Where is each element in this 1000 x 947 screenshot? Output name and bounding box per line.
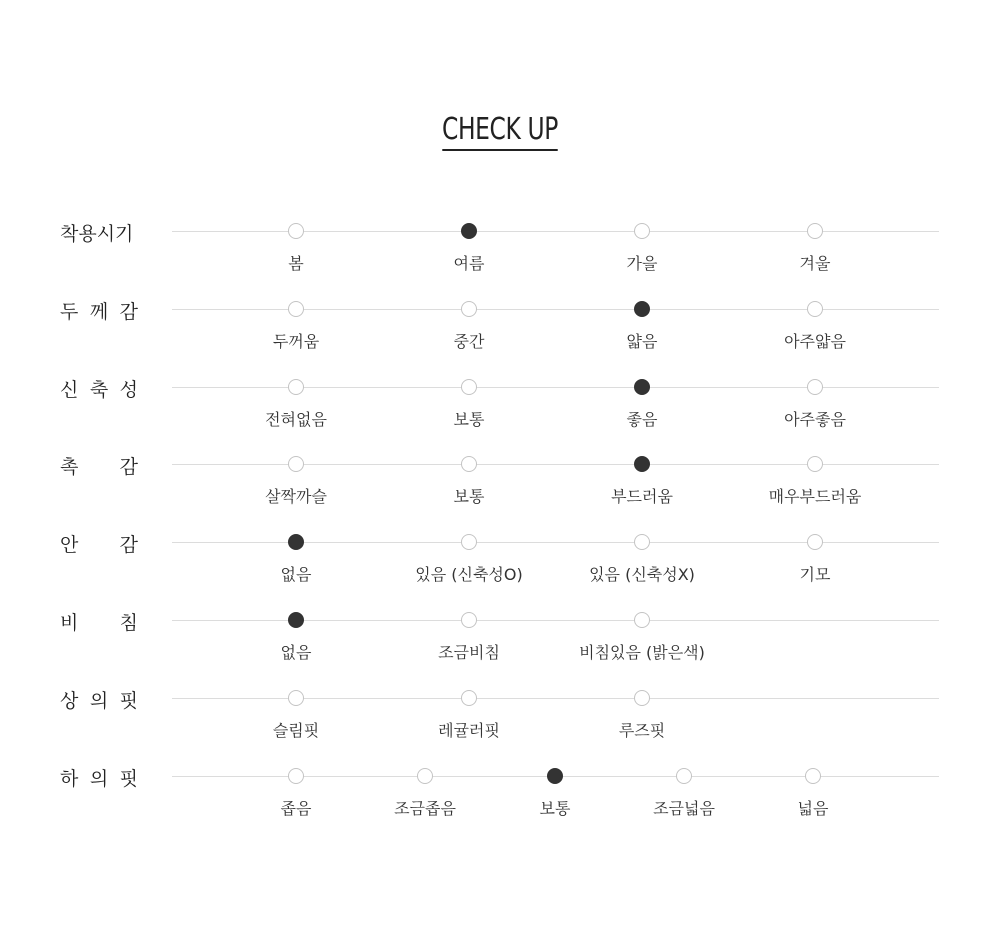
row-label — [60, 219, 138, 246]
option-label: 보통 — [539, 799, 571, 818]
row-label-part: 핏 — [119, 768, 138, 790]
option-label: 기모 — [799, 565, 831, 584]
option-label: 겨울 — [799, 254, 831, 273]
row-label-part: 침 — [119, 612, 138, 634]
selected-dot-icon — [634, 379, 650, 395]
empty-dot-icon — [461, 612, 477, 628]
row-label — [60, 452, 138, 479]
empty-dot-icon — [634, 612, 650, 628]
empty-dot-icon — [461, 301, 477, 317]
empty-dot-icon — [461, 456, 477, 472]
option-label: 보통 — [453, 410, 485, 429]
option-label: 여름 — [453, 254, 485, 273]
empty-dot-icon — [288, 456, 304, 472]
row-label — [60, 297, 138, 324]
empty-dot-icon — [676, 768, 692, 784]
option-label: 넓음 — [797, 799, 829, 818]
option-label: 조금비침 — [438, 643, 500, 662]
row-label-part: 감 — [119, 534, 138, 556]
checkup-row — [0, 612, 1000, 680]
option-label: 좋음 — [626, 410, 658, 429]
option-label: 매우부드러움 — [768, 487, 862, 506]
page-title — [110, 112, 890, 147]
row-label-part: 착용시기 — [60, 223, 134, 245]
empty-dot-icon — [461, 534, 477, 550]
row-label — [60, 375, 138, 402]
row-label-part: 신 — [60, 379, 79, 401]
option-label: 아주얇음 — [784, 332, 846, 351]
option-label: 루즈핏 — [618, 721, 666, 740]
empty-dot-icon — [805, 768, 821, 784]
empty-dot-icon — [807, 456, 823, 472]
option-label: 봄 — [288, 254, 304, 273]
row-label-part: 의 — [89, 690, 109, 712]
checkup-row — [0, 456, 1000, 524]
row-label-part: 께 — [89, 301, 109, 323]
empty-dot-icon — [634, 534, 650, 550]
empty-dot-icon — [807, 534, 823, 550]
selected-dot-icon — [288, 534, 304, 550]
option-label: 조금넓음 — [653, 799, 715, 818]
empty-dot-icon — [807, 379, 823, 395]
row-label-part: 촉 — [60, 456, 79, 478]
row-label-part: 상 — [60, 690, 79, 712]
row-label-part: 하 — [60, 768, 79, 790]
row-label-part: 성 — [119, 379, 138, 401]
row-label-part: 의 — [89, 768, 109, 790]
empty-dot-icon — [288, 768, 304, 784]
row-label — [60, 530, 138, 557]
empty-dot-icon — [807, 223, 823, 239]
row-label-part: 비 — [60, 612, 79, 634]
empty-dot-icon — [417, 768, 433, 784]
option-label: 있음 (신축성O) — [415, 565, 523, 584]
checkup-row — [0, 768, 1000, 836]
option-label: 좁음 — [280, 799, 312, 818]
option-label: 조금좁음 — [394, 799, 456, 818]
row-label-part: 축 — [89, 379, 109, 401]
option-label: 두꺼움 — [272, 332, 320, 351]
selected-dot-icon — [634, 301, 650, 317]
option-label: 가을 — [626, 254, 658, 273]
option-label: 없음 — [280, 565, 312, 584]
option-label: 중간 — [453, 332, 485, 351]
empty-dot-icon — [288, 301, 304, 317]
empty-dot-icon — [288, 223, 304, 239]
empty-dot-icon — [461, 690, 477, 706]
page-title-text: CHECK UP — [442, 112, 558, 151]
option-label: 레귤러핏 — [438, 721, 500, 740]
checkup-row — [0, 379, 1000, 447]
option-label: 비침있음 (밝은색) — [579, 643, 705, 662]
checkup-row — [0, 223, 1000, 291]
option-label: 얇음 — [626, 332, 658, 351]
empty-dot-icon — [634, 223, 650, 239]
row-label-part: 감 — [119, 456, 138, 478]
option-label: 살짝까슬 — [265, 487, 327, 506]
selected-dot-icon — [547, 768, 563, 784]
checkup-row — [0, 690, 1000, 758]
empty-dot-icon — [288, 379, 304, 395]
row-label-part: 두 — [60, 301, 79, 323]
option-label: 아주좋음 — [784, 410, 846, 429]
row-label — [60, 608, 138, 635]
empty-dot-icon — [461, 379, 477, 395]
checkup-row — [0, 534, 1000, 602]
option-label: 슬림핏 — [272, 721, 320, 740]
row-label-part: 감 — [119, 301, 138, 323]
option-label: 없음 — [280, 643, 312, 662]
row-label — [60, 686, 138, 713]
row-label-part: 안 — [60, 534, 79, 556]
checkup-row — [0, 301, 1000, 369]
empty-dot-icon — [634, 690, 650, 706]
empty-dot-icon — [807, 301, 823, 317]
option-label: 전혀없음 — [265, 410, 327, 429]
empty-dot-icon — [288, 690, 304, 706]
selected-dot-icon — [634, 456, 650, 472]
row-label — [60, 764, 138, 791]
option-label: 부드러움 — [611, 487, 673, 506]
row-label-part: 핏 — [119, 690, 138, 712]
option-label: 보통 — [453, 487, 485, 506]
selected-dot-icon — [288, 612, 304, 628]
selected-dot-icon — [461, 223, 477, 239]
option-label: 있음 (신축성X) — [589, 565, 695, 584]
